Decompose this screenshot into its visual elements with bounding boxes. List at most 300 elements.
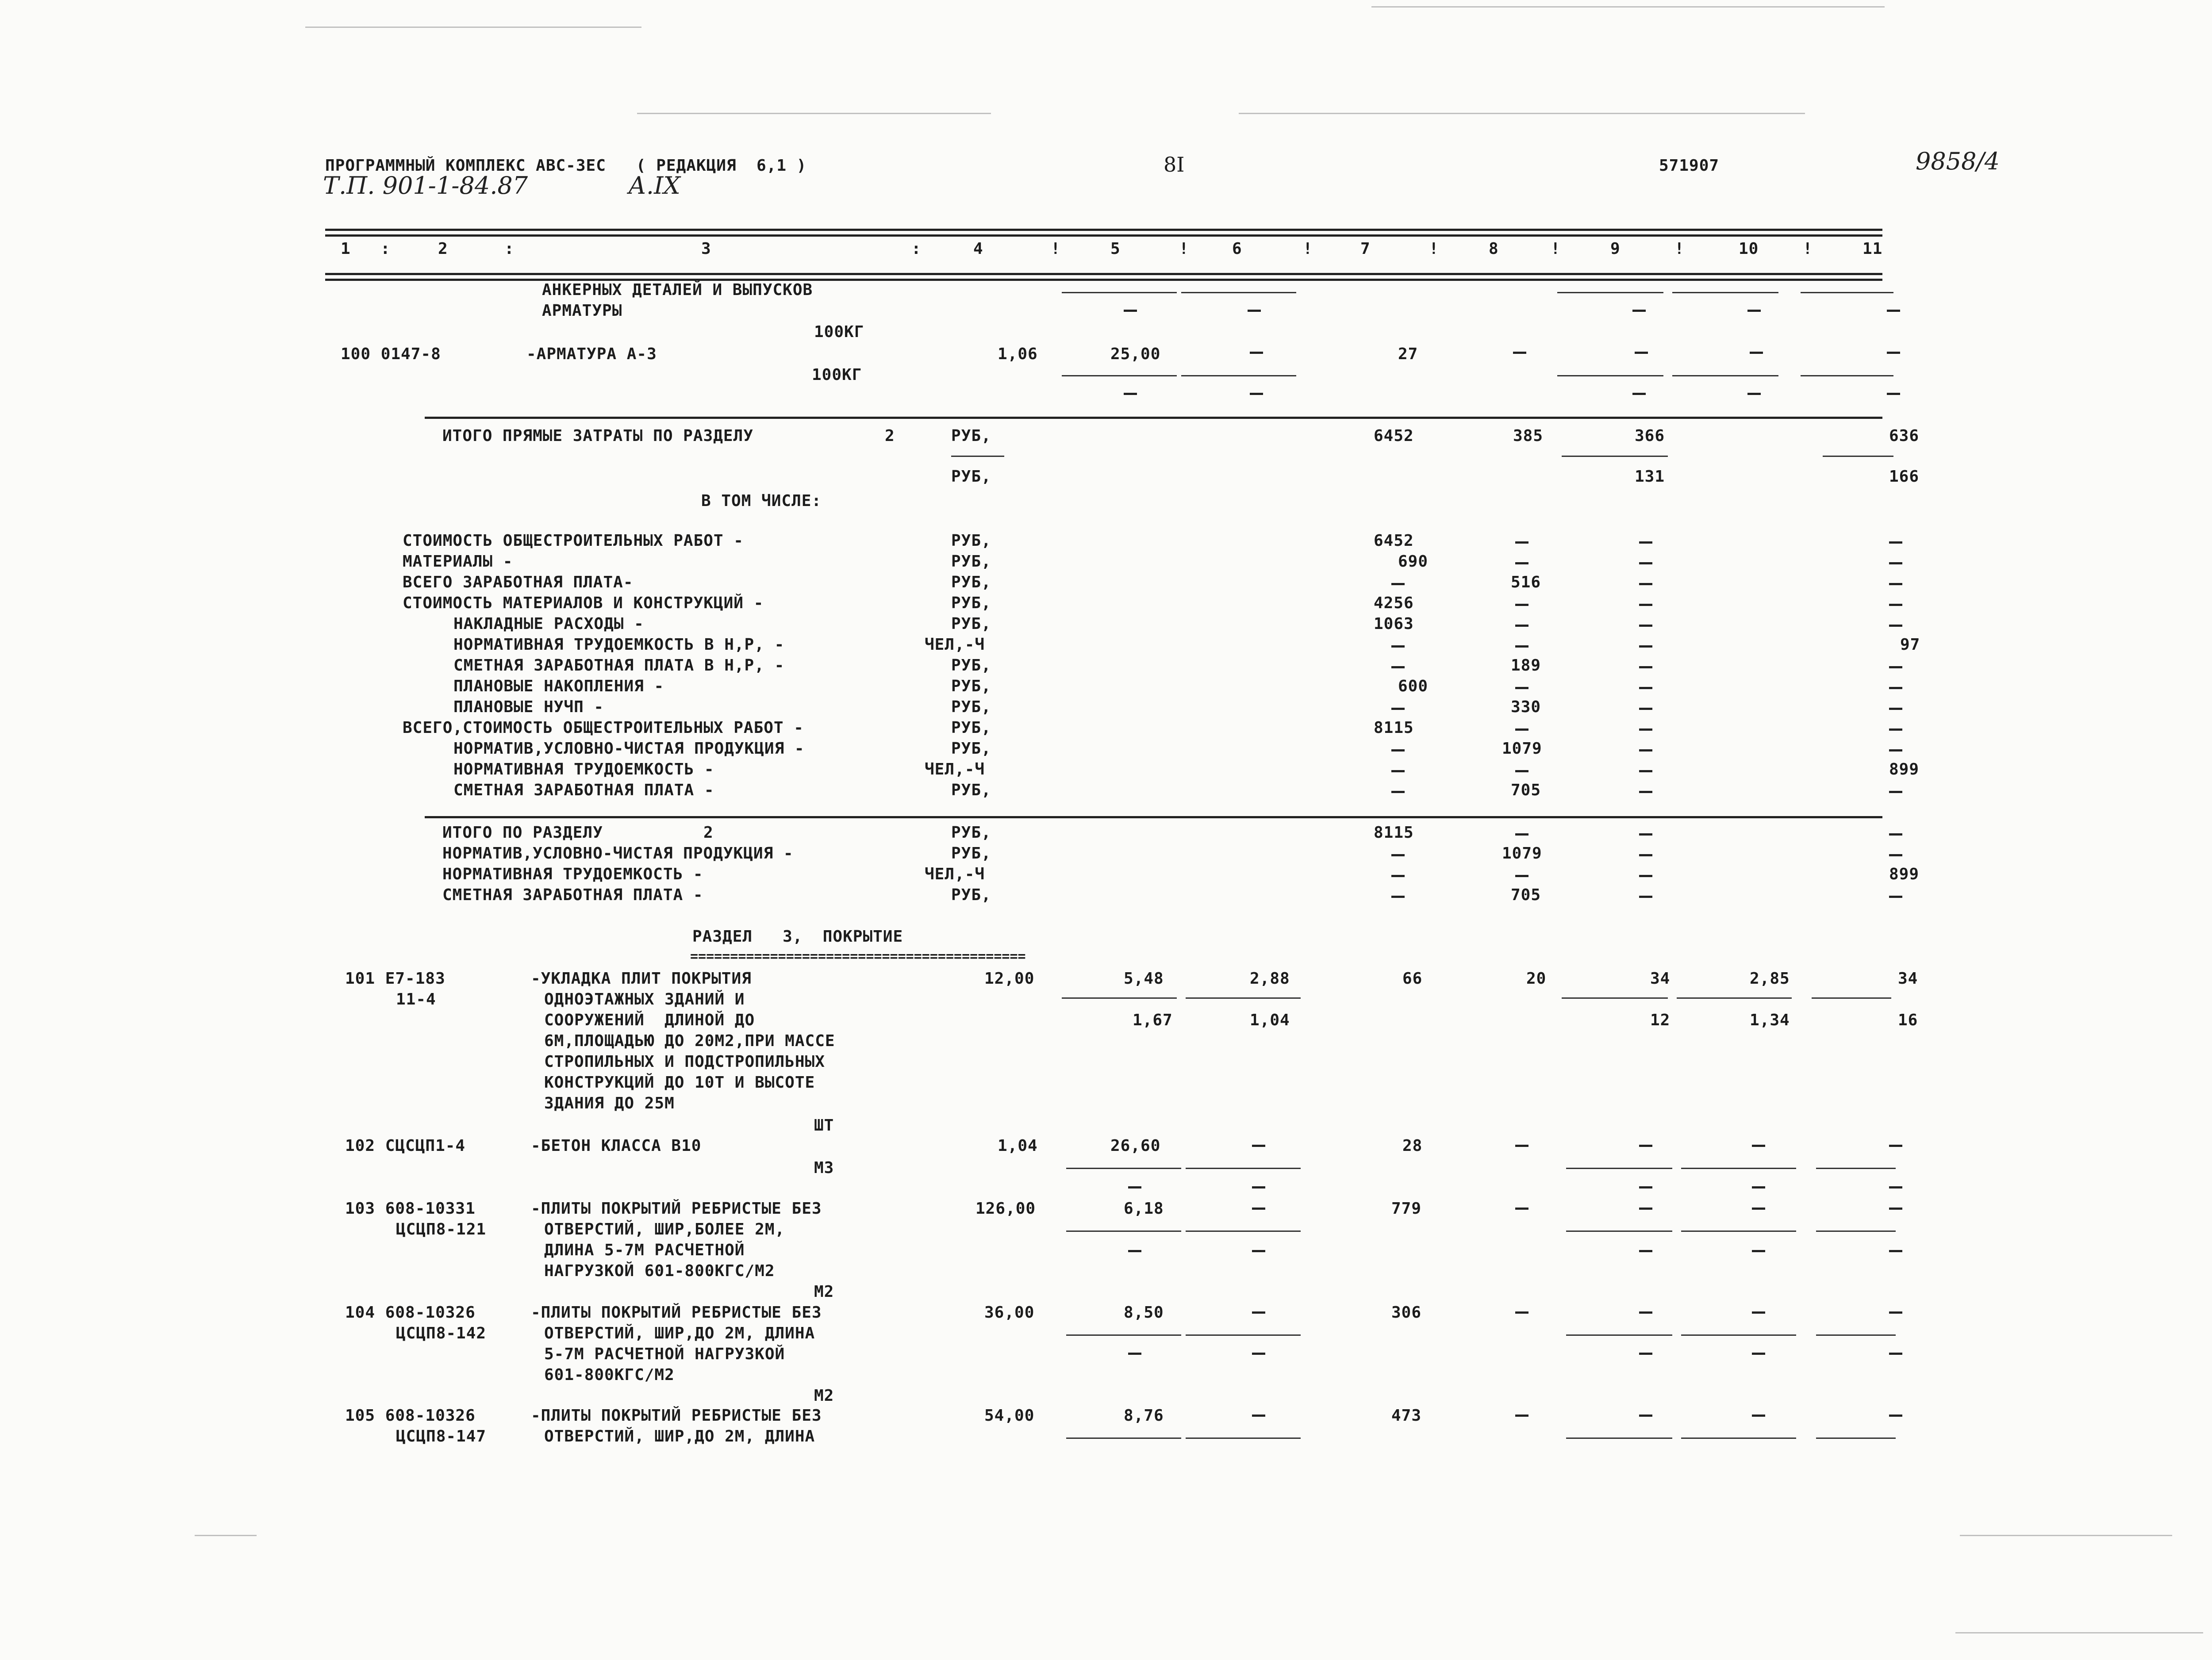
dash <box>1391 583 1405 585</box>
underline <box>1566 1438 1672 1439</box>
text-line: 27 <box>1398 345 1418 363</box>
dash <box>1889 1353 1902 1355</box>
dash <box>1752 1145 1765 1147</box>
dash <box>1391 791 1405 793</box>
program-name: ПРОГРАММНЫЙ КОМПЛЕКС АВС-3ЕС ( РЕДАКЦИЯ 6,1 ) <box>325 157 807 175</box>
page-number: 8I <box>1164 153 1185 176</box>
text-line: СМЕТНАЯ ЗАРАБОТНАЯ ПЛАТА В Н,Р, - <box>453 656 785 675</box>
value: 36,00 <box>984 1303 1035 1322</box>
underline <box>1681 1231 1796 1232</box>
text-line: СТОИМОСТЬ ОБЩЕСТРОИТЕЛЬНЫХ РАБОТ - <box>403 532 744 550</box>
dash <box>1752 1250 1765 1252</box>
value: 34 <box>1650 970 1671 988</box>
dash <box>1391 749 1405 751</box>
dash <box>1515 1311 1528 1314</box>
dash <box>1639 791 1652 793</box>
dash <box>1252 1186 1265 1188</box>
value: 5,48 <box>1124 970 1164 988</box>
value: 2,85 <box>1750 970 1790 988</box>
dash <box>1248 310 1261 312</box>
column-separator: : <box>380 240 391 258</box>
section-heading: РАЗДЕЛ 3, ПОКРЫТИЕ <box>692 928 903 946</box>
value: 473 <box>1391 1407 1422 1425</box>
item-description: ДЛИНА 5-7М РАСЧЕТНОЙ <box>544 1241 745 1259</box>
underline <box>1823 456 1893 457</box>
column-number: 11 <box>1863 240 1883 258</box>
column-number: 6 <box>1232 240 1242 258</box>
underline <box>1801 375 1893 376</box>
dash <box>1889 625 1902 627</box>
unit: РУБ, <box>951 552 991 571</box>
item-description: ОТВЕРСТИЙ, ШИР,ДО 2М, ДЛИНА <box>544 1427 815 1445</box>
dash <box>1639 562 1652 564</box>
dash <box>1391 666 1405 668</box>
item-description: 5-7М РАСЧЕТНОЙ НАГРУЗКОЙ <box>544 1345 785 1363</box>
dash <box>1128 1353 1141 1355</box>
item-code: 102 СЦСЦП1-4 <box>345 1137 466 1155</box>
dash <box>1515 875 1528 877</box>
value: 705 <box>1511 886 1541 904</box>
value: 6452 <box>1374 532 1414 550</box>
item-description: 6М,ПЛОЩАДЬЮ ДО 20М2,ПРИ МАССЕ <box>544 1032 835 1050</box>
dash <box>1635 352 1648 354</box>
album-mark: А.IX <box>628 172 680 199</box>
value: 600 <box>1398 677 1429 695</box>
item-description: ОТВЕРСТИЙ, ШИР,ДО 2М, ДЛИНА <box>544 1324 815 1342</box>
dash <box>1252 1145 1265 1147</box>
text-line: СМЕТНАЯ ЗАРАБОТНАЯ ПЛАТА - <box>442 886 703 904</box>
dash <box>1889 583 1902 585</box>
dash <box>1515 728 1528 731</box>
underline <box>1816 1438 1896 1439</box>
underline <box>1816 1334 1896 1336</box>
value: 899 <box>1889 865 1920 883</box>
top-rule-2 <box>325 234 1882 237</box>
underline <box>1186 1231 1301 1232</box>
unit: РУБ, <box>951 573 991 591</box>
text-line: НОРМАТИВНАЯ ТРУДОЕМКОСТЬ - <box>453 760 714 778</box>
column-number: 4 <box>973 240 983 258</box>
dash <box>1889 604 1902 606</box>
dash <box>1639 854 1652 856</box>
column-number: 9 <box>1610 240 1621 258</box>
underline <box>1801 292 1893 293</box>
section-total-rule <box>425 816 1882 818</box>
text-line: РУБ, <box>951 427 991 445</box>
value: 1079 <box>1502 740 1542 758</box>
unit: ЧЕЛ,-Ч <box>925 865 985 883</box>
item-description: КОНСТРУКЦИЙ ДО 10Т И ВЫСОТЕ <box>544 1073 815 1092</box>
sheet-mark: 9858/4 <box>1916 147 2000 175</box>
text-line: ВСЕГО ЗАРАБОТНАЯ ПЛАТА- <box>403 573 634 591</box>
dash <box>1889 541 1902 544</box>
underline <box>1062 997 1177 999</box>
dash <box>1887 310 1900 312</box>
item-description: СООРУЖЕНИЙ ДЛИНОЙ ДО <box>544 1011 755 1029</box>
dash <box>1887 393 1900 395</box>
text-line: НОРМАТИВ,УСЛОВНО-ЧИСТАЯ ПРОДУКЦИЯ - <box>453 740 805 758</box>
underline <box>1066 1438 1181 1439</box>
item-description: -БЕТОН КЛАССА В10 <box>531 1137 702 1155</box>
dash <box>1889 749 1902 751</box>
totals-rule <box>425 417 1882 419</box>
text-line: ВСЕГО,СТОИМОСТЬ ОБЩЕСТРОИТЕЛЬНЫХ РАБОТ - <box>403 719 804 737</box>
value: 516 <box>1511 573 1541 591</box>
dash <box>1391 708 1405 710</box>
dash <box>1250 352 1263 354</box>
value: 690 <box>1398 552 1429 571</box>
item-description: -УКЛАДКА ПЛИТ ПОКРЫТИЯ <box>531 970 752 988</box>
dash <box>1391 645 1405 648</box>
value: 12 <box>1650 1011 1671 1029</box>
unit: РУБ, <box>951 594 991 612</box>
value: 189 <box>1511 656 1541 675</box>
dash <box>1747 310 1761 312</box>
value: 1,67 <box>1133 1011 1173 1029</box>
item-code: 105 608-10326 <box>345 1407 476 1425</box>
dash <box>1752 1208 1765 1210</box>
underline <box>1562 456 1668 457</box>
item-code: ЦСЦП8-147 <box>396 1427 487 1445</box>
underline <box>1677 997 1792 999</box>
unit: РУБ, <box>951 677 991 695</box>
item-code: ЦСЦП8-142 <box>396 1324 487 1342</box>
text-line: НОРМАТИВ,УСЛОВНО-ЧИСТАЯ ПРОДУКЦИЯ - <box>442 844 794 863</box>
value: 8115 <box>1374 719 1414 737</box>
value: 899 <box>1889 760 1920 778</box>
section-heading-underline: ========================================== <box>690 949 1026 964</box>
text-line: НОРМАТИВНАЯ ТРУДОЕМКОСТЬ - <box>442 865 703 883</box>
dash <box>1752 1415 1765 1417</box>
underline <box>1186 997 1301 999</box>
dash <box>1391 854 1405 856</box>
unit: РУБ, <box>951 886 991 904</box>
dash <box>1632 310 1646 312</box>
dash <box>1639 1145 1652 1147</box>
dash <box>1889 562 1902 564</box>
text-line: 6452 <box>1374 427 1414 445</box>
text-line: 385 <box>1513 427 1544 445</box>
column-number: 10 <box>1739 240 1759 258</box>
text-line: АНКЕРНЫХ ДЕТАЛЕЙ И ВЫПУСКОВ <box>542 281 813 299</box>
dash <box>1639 1208 1652 1210</box>
text-line: 366 <box>1635 427 1665 445</box>
text-line: НОРМАТИВНАЯ ТРУДОЕМКОСТЬ В Н,Р, - <box>453 636 785 654</box>
text-line: АРМАТУРЫ <box>542 302 622 320</box>
column-separator: ! <box>1674 240 1685 258</box>
unit: РУБ, <box>951 844 991 863</box>
value: 12,00 <box>984 970 1035 988</box>
dash <box>1391 875 1405 877</box>
column-number: 8 <box>1489 240 1499 258</box>
item-description: ЗДАНИЯ ДО 25М <box>544 1094 675 1112</box>
value: 330 <box>1511 698 1541 716</box>
underline <box>1181 292 1296 293</box>
column-number: 5 <box>1110 240 1121 258</box>
unit: РУБ, <box>951 615 991 633</box>
underline <box>1681 1168 1796 1169</box>
text-line: СТОИМОСТЬ МАТЕРИАЛОВ И КОНСТРУКЦИЙ - <box>403 594 764 612</box>
value: 705 <box>1511 781 1541 799</box>
underline <box>1672 292 1778 293</box>
text-line: ИТОГО ПО РАЗДЕЛУ <box>442 824 603 842</box>
unit: ЧЕЛ,-Ч <box>925 636 985 654</box>
dash <box>1391 896 1405 898</box>
value: 1,04 <box>1250 1011 1290 1029</box>
underline <box>1816 1168 1896 1169</box>
underline <box>1562 997 1668 999</box>
underline <box>1066 1231 1181 1232</box>
dash <box>1889 1186 1902 1188</box>
dash <box>1252 1353 1265 1355</box>
dash <box>1252 1415 1265 1417</box>
column-separator: ! <box>1303 240 1313 258</box>
underline <box>1062 292 1177 293</box>
dash <box>1639 541 1652 544</box>
text-line: 25,00 <box>1110 345 1161 363</box>
dash <box>1639 770 1652 772</box>
underline <box>1181 375 1296 376</box>
item-code: 11-4 <box>396 990 436 1008</box>
dash <box>1750 352 1763 354</box>
dash <box>1889 896 1902 898</box>
dash <box>1639 645 1652 648</box>
item-code: 103 608-10331 <box>345 1200 476 1218</box>
dash <box>1515 604 1528 606</box>
item-description: СТРОПИЛЬНЫХ И ПОДСТРОПИЛЬНЫХ <box>544 1053 825 1071</box>
dash <box>1515 562 1528 564</box>
item-code: 101 Е7-183 <box>345 970 445 988</box>
header-bottom-rule <box>325 273 1882 275</box>
value: 26,60 <box>1110 1137 1161 1155</box>
unit: РУБ, <box>951 656 991 675</box>
text-line: 166 <box>1889 468 1920 486</box>
underline <box>1681 1438 1796 1439</box>
value: 66 <box>1402 970 1423 988</box>
text-line: 636 <box>1889 427 1920 445</box>
dash <box>1889 1250 1902 1252</box>
unit: РУБ, <box>951 740 991 758</box>
underline <box>1066 1168 1181 1169</box>
value: 16 <box>1898 1011 1918 1029</box>
dash <box>1747 393 1761 395</box>
dash <box>1128 1186 1141 1188</box>
unit: М2 <box>814 1387 834 1405</box>
value: 54,00 <box>984 1407 1035 1425</box>
underline <box>1672 375 1778 376</box>
dash <box>1639 1311 1652 1314</box>
text-line: 100КГ <box>812 366 862 384</box>
text-line: 100КГ <box>814 323 864 341</box>
value: 8,50 <box>1124 1303 1164 1322</box>
value: 779 <box>1391 1200 1422 1218</box>
text-line: 2 <box>885 427 895 445</box>
dash <box>1639 604 1652 606</box>
text-line: МАТЕРИАЛЫ - <box>403 552 513 571</box>
dash <box>1513 352 1526 354</box>
text-line: ПЛАНОВЫЕ НУЧП - <box>453 698 604 716</box>
value: 1063 <box>1374 615 1414 633</box>
value: 8,76 <box>1124 1407 1164 1425</box>
text-line: ИТОГО ПРЯМЫЕ ЗАТРАТЫ ПО РАЗДЕЛУ <box>442 427 753 445</box>
item-code: 104 608-10326 <box>345 1303 476 1322</box>
dash <box>1889 854 1902 856</box>
dash <box>1639 1353 1652 1355</box>
unit: М3 <box>814 1159 834 1177</box>
dash <box>1515 645 1528 648</box>
dash <box>1124 310 1137 312</box>
value: 1079 <box>1502 844 1542 863</box>
value: 97 <box>1900 636 1920 654</box>
value: 4256 <box>1374 594 1414 612</box>
unit: РУБ, <box>951 719 991 737</box>
text-line: ПЛАНОВЫЕ НАКОПЛЕНИЯ - <box>453 677 664 695</box>
column-number: 1 <box>341 240 351 258</box>
document-code: 571907 <box>1659 157 1720 175</box>
dash <box>1515 1415 1528 1417</box>
unit: М2 <box>814 1283 834 1301</box>
text-line: НАКЛАДНЫЕ РАСХОДЫ - <box>453 615 644 633</box>
column-number: 7 <box>1360 240 1371 258</box>
unit: РУБ, <box>951 781 991 799</box>
underline <box>1812 997 1891 999</box>
text-line: -АРМАТУРА А-3 <box>526 345 657 363</box>
text-line: РУБ, <box>951 468 991 486</box>
dash <box>1889 1208 1902 1210</box>
dash <box>1639 583 1652 585</box>
dash <box>1889 833 1902 836</box>
item-description: НАГРУЗКОЙ 601-800КГС/М2 <box>544 1262 775 1280</box>
dash <box>1515 1145 1528 1147</box>
value: 8115 <box>1374 824 1414 842</box>
text-line: 100 0147-8 <box>341 345 441 363</box>
item-description: -ПЛИТЫ ПОКРЫТИЙ РЕБРИСТЫЕ БЕЗ <box>531 1303 822 1322</box>
dash <box>1639 666 1652 668</box>
dash <box>1639 625 1652 627</box>
underline <box>1681 1334 1796 1336</box>
dash <box>1515 625 1528 627</box>
underline <box>1566 1231 1672 1232</box>
item-description: ОДНОЭТАЖНЫХ ЗДАНИЙ И <box>544 990 745 1008</box>
item-description: -ПЛИТЫ ПОКРЫТИЙ РЕБРИСТЫЕ БЕЗ <box>531 1407 822 1425</box>
value: 28 <box>1402 1137 1423 1155</box>
dash <box>1752 1353 1765 1355</box>
column-separator: ! <box>1051 240 1061 258</box>
dash <box>1252 1208 1265 1210</box>
value: 306 <box>1391 1303 1422 1322</box>
dash <box>1515 833 1528 836</box>
underline <box>1557 375 1663 376</box>
dash <box>1515 541 1528 544</box>
dash <box>1889 1311 1902 1314</box>
item-description: 601-800КГС/М2 <box>544 1366 675 1384</box>
dash <box>1889 687 1902 689</box>
dash <box>1889 791 1902 793</box>
underline <box>951 456 1004 457</box>
top-rule <box>325 229 1882 231</box>
dash <box>1889 1415 1902 1417</box>
dash <box>1639 875 1652 877</box>
column-number: 2 <box>438 240 448 258</box>
text-line: 131 <box>1635 468 1665 486</box>
dash <box>1639 728 1652 731</box>
value: 1,34 <box>1750 1011 1790 1029</box>
dash <box>1639 687 1652 689</box>
dash <box>1889 708 1902 710</box>
dash <box>1889 666 1902 668</box>
column-separator: : <box>911 240 922 258</box>
unit: РУБ, <box>951 698 991 716</box>
dash <box>1128 1250 1141 1252</box>
dash <box>1887 352 1900 354</box>
underline <box>1566 1168 1672 1169</box>
dash <box>1515 687 1528 689</box>
value: 6,18 <box>1124 1200 1164 1218</box>
text-line: 1,06 <box>998 345 1038 363</box>
dash <box>1515 1208 1528 1210</box>
unit: РУБ, <box>951 532 991 550</box>
dash <box>1889 1145 1902 1147</box>
underline <box>1186 1168 1301 1169</box>
unit: ШТ <box>814 1116 834 1135</box>
text-line: В ТОМ ЧИСЛЕ: <box>701 492 822 510</box>
dash <box>1252 1250 1265 1252</box>
column-separator: ! <box>1429 240 1439 258</box>
value: 1,04 <box>998 1137 1038 1155</box>
item-code: ЦСЦП8-121 <box>396 1220 487 1238</box>
dash <box>1252 1311 1265 1314</box>
item-description: -ПЛИТЫ ПОКРЫТИЙ РЕБРИСТЫЕ БЕЗ <box>531 1200 822 1218</box>
value: 126,00 <box>975 1200 1036 1218</box>
unit: РУБ, <box>951 824 991 842</box>
value: 20 <box>1526 970 1547 988</box>
underline <box>1557 292 1663 293</box>
dash <box>1515 770 1528 772</box>
underline <box>1186 1438 1301 1439</box>
underline <box>1066 1334 1181 1336</box>
column-separator: ! <box>1803 240 1813 258</box>
dash <box>1124 393 1137 395</box>
item-description: ОТВЕРСТИЙ, ШИР,БОЛЕЕ 2М, <box>544 1220 785 1238</box>
dash <box>1639 1415 1652 1417</box>
text-line: СМЕТНАЯ ЗАРАБОТНАЯ ПЛАТА - <box>453 781 714 799</box>
dash <box>1752 1186 1765 1188</box>
underline <box>1062 375 1177 376</box>
dash <box>1250 393 1263 395</box>
dash <box>1639 896 1652 898</box>
underline <box>1816 1231 1896 1232</box>
dash <box>1639 1186 1652 1188</box>
project-number: Т.П. 901-1-84.87 <box>323 172 528 199</box>
dash <box>1391 770 1405 772</box>
dash <box>1639 749 1652 751</box>
value: 2,88 <box>1250 970 1290 988</box>
dash <box>1632 393 1646 395</box>
column-number: 3 <box>701 240 711 258</box>
underline <box>1566 1334 1672 1336</box>
column-separator: ! <box>1179 240 1189 258</box>
dash <box>1639 833 1652 836</box>
value: 34 <box>1898 970 1918 988</box>
dash <box>1889 728 1902 731</box>
dash <box>1639 708 1652 710</box>
dash <box>1752 1311 1765 1314</box>
column-separator: : <box>504 240 515 258</box>
dash <box>1639 1250 1652 1252</box>
text-line: 2 <box>703 824 714 842</box>
unit: ЧЕЛ,-Ч <box>925 760 985 778</box>
column-separator: ! <box>1551 240 1561 258</box>
